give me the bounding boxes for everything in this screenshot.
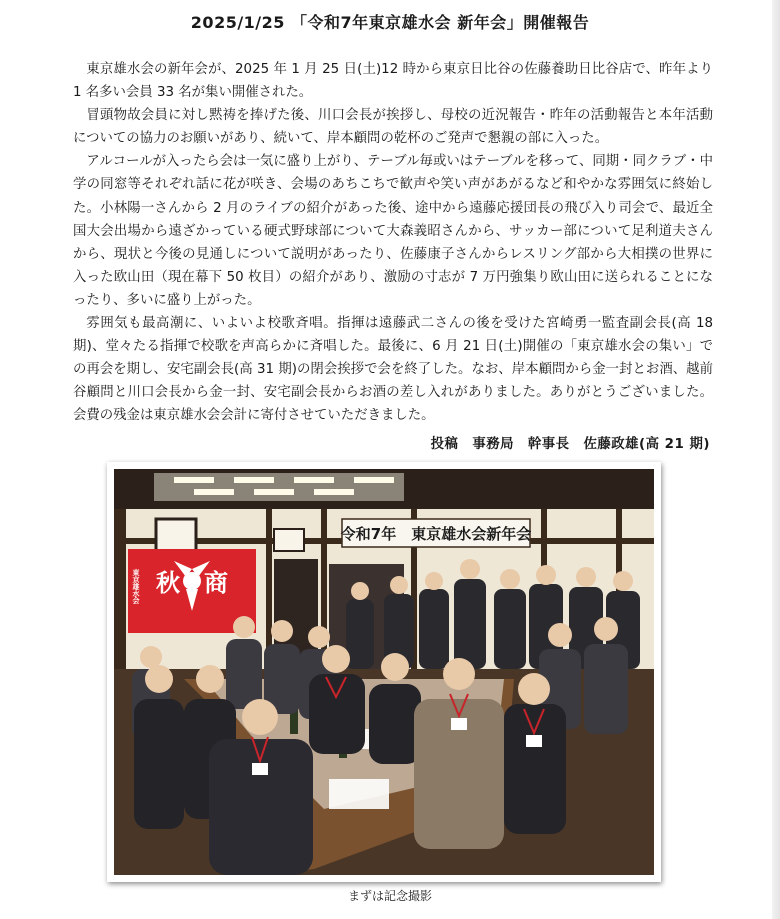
school-flag-text: 秋 商: [156, 569, 228, 597]
group-photo-illustration: [114, 469, 654, 875]
paragraph-party: アルコールが入ったら会は一気に盛り上がり、テーブル毎或いはテーブルを移って、同期・同クラブ・中学の同窓等それぞれ話に花が咲き、会場のあちこちで歓声や笑い声があがるなど和やかな雰囲気に終始した。小林陽一さんから 2 月のライブの紹介があった後、途中から遠藤応援団長の飛び入り司会で、最近全国大会出場から遠ざかっている硬式野球部について大森義昭さんから、サッカー部について足利道夫さんから、現状と今後の見通しについて説明があったり、佐藤康子さんからレスリング部から大相撲の世界に入った欧山田（現在幕下 50 枚目）の紹介があり、激励の寸志が 7 万円強集り欧山田に送られることになったり、多いに盛り上がった。: [73, 154, 713, 308]
school-flag-side-text: 東京雄水会: [132, 569, 140, 604]
event-banner-text: 令和7年 東京雄水会新年会: [340, 525, 532, 543]
paragraph-closing: 雰囲気も最高潮に、いよいよ校歌斉唱。指揮は遠藤武二さんの後を受けた宮崎勇一監査副会長(高 18 期)、堂々たる指揮で校歌を声高らかに斉唱した。最後に、6 月 21 日(土)開催の「東京雄水会の集い」での再会を期し、安宅副会長(高 31 期)の閉会挨拶で会を終了した。なお、岸本顧問から金一封とお酒、越前谷顧問と川口会長から金一封、安宅副会長からお酒の差し入れがありました。ありがとうございました。会費の残金は東京雄水会会計に寄付させていただきました。: [73, 316, 713, 424]
group-photo: [114, 469, 654, 875]
byline: 投稿 事務局 幹事長 佐藤政雄(高 21 期): [430, 437, 710, 452]
photo-caption: まずは記念撮影: [347, 889, 432, 903]
article-body: [73, 58, 713, 428]
paragraph-opening: 東京雄水会の新年会が、2025 年 1 月 25 日(土)12 時から東京日比谷の佐藤養助日比谷店で、昨年より 1 名多い会員 33 名が集い開催された。: [73, 62, 713, 101]
paragraph-greeting: 冒頭物故会員に対し黙祷を捧げた後、川口会長が挨拶し、母校の近況報告・昨年の活動報告と本年活動についての協力のお願いがあり、続いて、岸本顧問の乾杯のご発声で懇親の部に入った。: [73, 108, 713, 147]
page-title: 2025/1/25 「令和7年東京雄水会 新年会」開催報告: [190, 13, 590, 32]
group-photo-frame: [107, 462, 661, 882]
page-edge: [772, 0, 780, 919]
